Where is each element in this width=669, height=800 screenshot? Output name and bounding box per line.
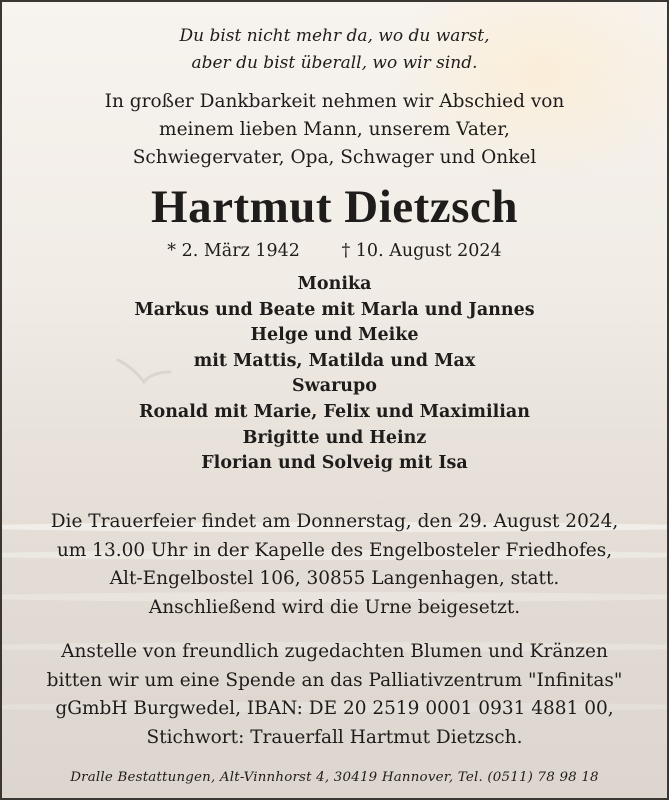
life-dates bbox=[2, 238, 667, 264]
farewell-intro bbox=[2, 88, 667, 172]
mourner-line: mit Mattis, Matilda und Max bbox=[193, 350, 476, 371]
donation-line: gGmbH Burgwedel, IBAN: DE 20 2519 0001 0931 4881 00, bbox=[55, 698, 614, 719]
deceased-name: Hartmut Dietzsch bbox=[151, 181, 518, 233]
ceremony-line: Alt-Engelbostel 106, 30855 Langenhagen, statt. bbox=[109, 568, 560, 589]
donation-line: bitten wir um eine Spende an das Palliativzentrum "Infinitas" bbox=[46, 669, 623, 691]
ceremony-line: um 13.00 Uhr in der Kapelle des Engelbosteler Friedhofes, bbox=[56, 539, 613, 561]
donation-line: Anstelle von freundlich zugedachten Blumen und Kränzen bbox=[61, 641, 608, 662]
mourner-line: Markus und Beate mit Marla und Jannes bbox=[134, 299, 535, 320]
funeral-home-footer: Dralle Bestattungen, Alt-Vinnhorst 4, 30419 Hannover, Tel. (0511) 78 98 18 bbox=[70, 770, 599, 785]
ceremony-line: Anschließend wird die Urne beigesetzt. bbox=[148, 596, 521, 618]
birth-date: * 2. März 1942 bbox=[167, 241, 300, 261]
memorial-quote bbox=[2, 23, 667, 77]
mourner-line: Helge und Meike bbox=[250, 325, 419, 346]
quote-line: Du bist nicht mehr da, wo du warst, bbox=[179, 26, 490, 46]
mourners-list bbox=[2, 272, 667, 477]
intro-line: Schwiegervater, Opa, Schwager und Onkel bbox=[132, 147, 537, 168]
mourner-line: Ronald mit Marie, Felix und Maximilian bbox=[138, 401, 530, 422]
donation-info bbox=[2, 638, 667, 752]
mourner-line: Brigitte und Heinz bbox=[242, 427, 427, 448]
quote-line: aber du bist überall, wo wir sind. bbox=[191, 53, 478, 73]
intro-line: In großer Dankbarkeit nehmen wir Abschied von bbox=[104, 91, 565, 112]
death-date: † 10. August 2024 bbox=[341, 241, 502, 261]
donation-line: Stichwort: Trauerfall Hartmut Dietzsch. bbox=[146, 726, 523, 748]
mourner-line: Monika bbox=[297, 274, 372, 294]
mourner-line: Swarupo bbox=[292, 376, 377, 397]
mourner-line: Florian und Solveig mit Isa bbox=[201, 453, 468, 474]
intro-line: meinem lieben Mann, unserem Vater, bbox=[159, 119, 510, 140]
ceremony-info bbox=[2, 508, 667, 622]
ceremony-line: Die Trauerfeier findet am Donnerstag, den 29. August 2024, bbox=[50, 511, 619, 532]
